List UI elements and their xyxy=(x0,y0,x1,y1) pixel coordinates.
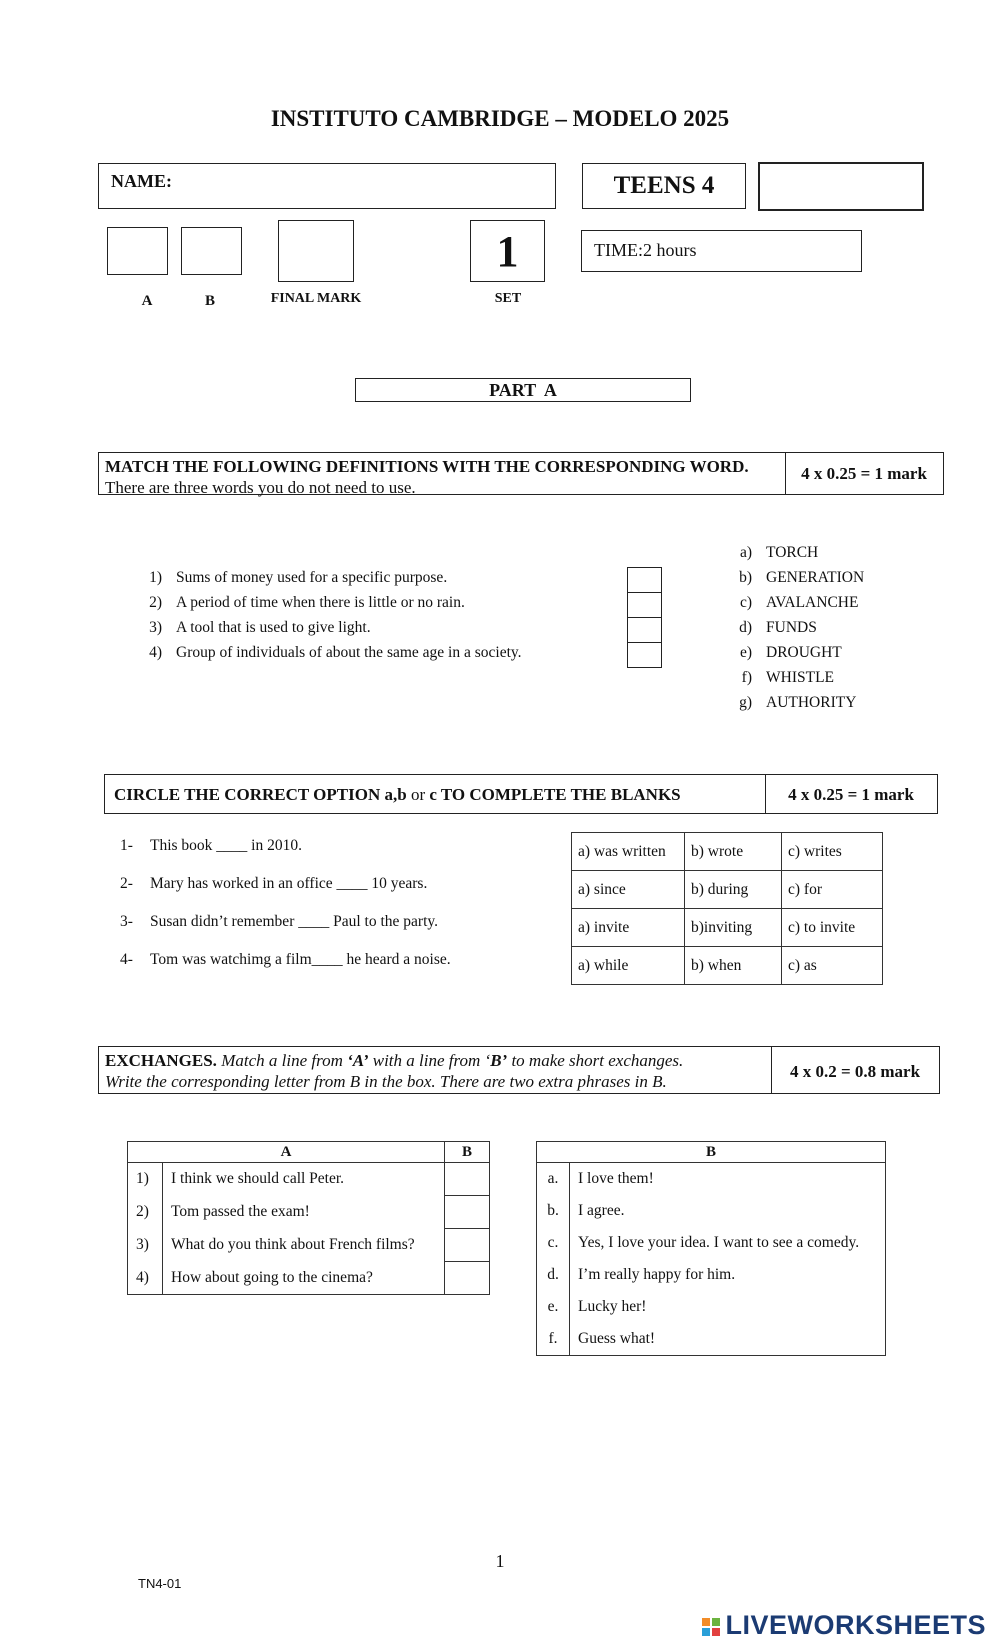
set-number: 1 xyxy=(496,227,519,276)
answer-box[interactable] xyxy=(445,1229,490,1262)
option[interactable]: b) during xyxy=(685,871,782,909)
options-row xyxy=(572,871,883,909)
name-field[interactable] xyxy=(98,163,556,209)
word-item: f) WHISTLE xyxy=(741,669,835,686)
section3-instruction-box xyxy=(98,1046,940,1094)
section3-instruction: EXCHANGES. Match a line from ‘A’ with a line from ‘B’ to make short exchanges. Write the corresponding letter from B in the box. There are two extra phrases in B. xyxy=(105,1051,684,1091)
blank-sentence: 4- Tom was watchimg a film____ he heard a noise. xyxy=(120,951,451,968)
column-header-b-answer: B xyxy=(445,1142,490,1163)
answer-box-3[interactable] xyxy=(627,617,662,643)
option[interactable]: a) since xyxy=(572,871,685,909)
option[interactable]: b) when xyxy=(685,947,782,985)
section2-instruction-box xyxy=(104,774,938,814)
section2-instruction: CIRCLE THE CORRECT OPTION a,b or c TO COMPLETE THE BLANKS xyxy=(114,785,681,804)
column-header-b: B xyxy=(537,1142,886,1163)
level-label: TEENS 4 xyxy=(613,172,715,199)
table-row: 2) Tom passed the exam! xyxy=(128,1196,490,1229)
blank-sentence: 3- Susan didn’t remember ____ Paul to the party. xyxy=(120,913,438,930)
final-mark-box[interactable] xyxy=(278,220,354,282)
level-box xyxy=(582,163,746,209)
label-a: A xyxy=(141,293,153,309)
option[interactable]: a) invite xyxy=(572,909,685,947)
label-final-mark: FINAL MARK xyxy=(270,291,362,306)
option[interactable]: c) to invite xyxy=(782,909,883,947)
brand-name: LIVEWORKSHEETS xyxy=(725,1610,986,1640)
answer-box-1[interactable] xyxy=(627,567,662,593)
word-item: a) TORCH xyxy=(739,544,819,561)
table-row: b. I agree. xyxy=(537,1195,886,1227)
table-row: f. Guess what! xyxy=(537,1323,886,1356)
time-box xyxy=(581,230,862,272)
time-label: TIME:2 hours xyxy=(594,240,697,260)
code-box[interactable] xyxy=(758,162,924,211)
answer-box[interactable] xyxy=(445,1163,490,1196)
blank-sentence: 2- Mary has worked in an office ____ 10 years. xyxy=(120,875,428,892)
table-row: c. Yes, I love your idea. I want to see a comedy. xyxy=(537,1227,886,1259)
column-header-a: A xyxy=(128,1142,445,1163)
options-table xyxy=(571,832,883,985)
option[interactable]: c) as xyxy=(782,947,883,985)
table-row: 3) What do you think about French films? xyxy=(128,1229,490,1262)
table-row: d. I’m really happy for him. xyxy=(537,1259,886,1291)
word-item: b) GENERATION xyxy=(739,569,865,586)
score-box-b[interactable] xyxy=(181,227,242,275)
option[interactable]: a) was written xyxy=(572,833,685,871)
section1-instruction: MATCH THE FOLLOWING DEFINITIONS WITH THE CORRESPONDING WORD. There are three words you do not need to use. xyxy=(105,457,749,497)
section2-mark: 4 x 0.25 = 1 mark xyxy=(788,785,914,804)
options-row xyxy=(572,947,883,985)
exchanges-table-b xyxy=(536,1141,886,1356)
table-row: a. I love them! xyxy=(537,1163,886,1196)
score-box-a[interactable] xyxy=(107,227,168,275)
section1-mark: 4 x 0.25 = 1 mark xyxy=(801,464,927,483)
table-row: 4) How about going to the cinema? xyxy=(128,1262,490,1295)
table-row: 1) I think we should call Peter. xyxy=(128,1163,490,1196)
word-item: e) DROUGHT xyxy=(739,644,842,661)
answer-box-4[interactable] xyxy=(627,642,662,668)
answer-box-2[interactable] xyxy=(627,592,662,618)
liveworksheets-logo[interactable] xyxy=(701,1610,986,1641)
option[interactable]: c) writes xyxy=(782,833,883,871)
option[interactable]: c) for xyxy=(782,871,883,909)
answer-box[interactable] xyxy=(445,1196,490,1229)
label-set: SET xyxy=(494,291,522,306)
table-row: e. Lucky her! xyxy=(537,1291,886,1323)
definition-item: 2) A period of time when there is little or no rain. xyxy=(149,594,465,611)
word-item: c) AVALANCHE xyxy=(739,594,859,611)
word-item: g) AUTHORITY xyxy=(739,694,857,711)
definition-item: 3) A tool that is used to give light. xyxy=(149,619,371,636)
answer-box[interactable] xyxy=(445,1262,490,1295)
option[interactable]: a) while xyxy=(572,947,685,985)
exchanges-table-a xyxy=(127,1141,490,1295)
page-number: 1 xyxy=(495,1551,505,1571)
options-row xyxy=(572,833,883,871)
label-b: B xyxy=(204,293,215,309)
word-item: d) FUNDS xyxy=(739,619,817,636)
document-title: INSTITUTO CAMBRIDGE – MODELO 2025 xyxy=(270,106,730,131)
definition-item: 1) Sums of money used for a specific purpose. xyxy=(149,569,448,586)
section3-mark: 4 x 0.2 = 0.8 mark xyxy=(789,1062,921,1081)
set-box xyxy=(470,220,545,282)
option[interactable]: b)inviting xyxy=(685,909,782,947)
definition-item: 4) Group of individuals of about the same age in a society. xyxy=(149,644,522,661)
option[interactable]: b) wrote xyxy=(685,833,782,871)
part-title: PART A xyxy=(355,378,691,402)
options-row xyxy=(572,909,883,947)
logo-icon xyxy=(701,1617,723,1637)
name-label: NAME: xyxy=(111,171,172,191)
section1-instruction-box xyxy=(98,452,944,495)
document-code: TN4-01 xyxy=(138,1576,182,1591)
blank-sentence: 1- This book ____ in 2010. xyxy=(120,837,302,854)
